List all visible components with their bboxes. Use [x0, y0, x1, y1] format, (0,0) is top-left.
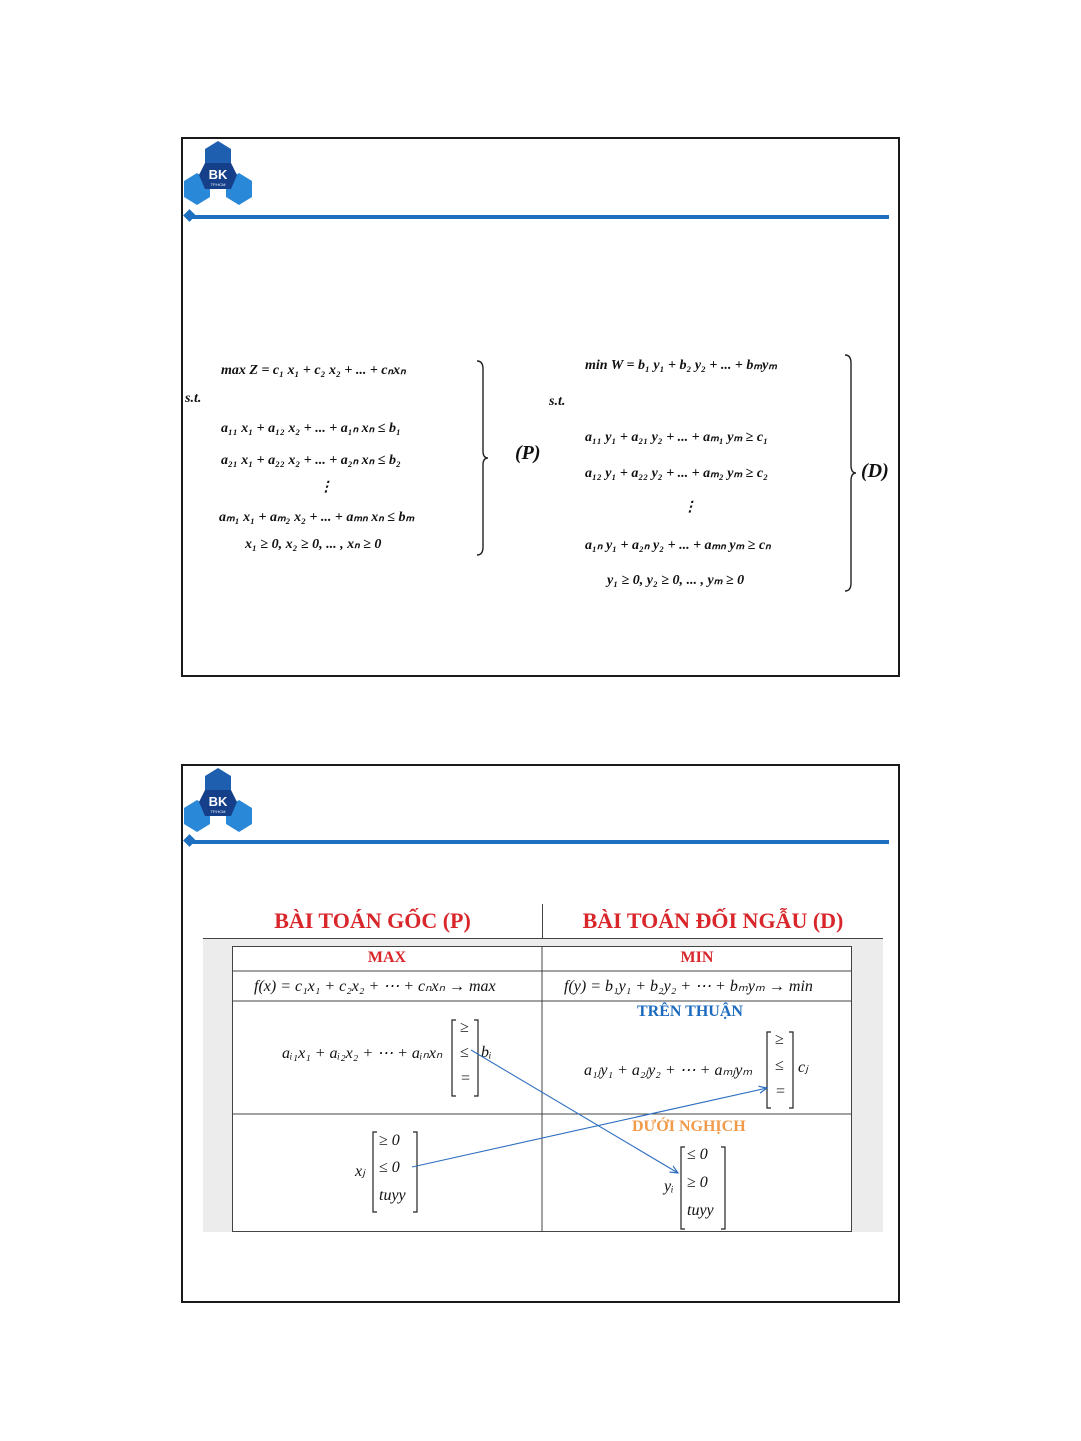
dual-var-free: tuyy	[687, 1202, 714, 1219]
inner-table	[232, 946, 852, 1232]
logo-text: BK	[208, 794, 228, 809]
dual-nonneg: y₁ ≥ 0, y₂ ≥ 0, ... , yₘ ≥ 0	[607, 573, 745, 588]
dual-sign-ge: ≥	[775, 1031, 784, 1048]
primal-sign-eq: =	[460, 1070, 471, 1087]
header-rule	[187, 215, 889, 219]
duoi-nghich-label: DƯỚI NGHỊCH	[632, 1118, 746, 1135]
slide-primal-dual-formulation	[181, 137, 900, 677]
primal-objective-fn: f(x) = c₁x₁ + c₂x₂ + ⋯ + cₙxₙ → max	[254, 978, 496, 995]
primal-row-2: a₂₁ x₁ + a₂₂ x₂ + ... + a₂ₙ xₙ ≤ b₂	[221, 453, 401, 468]
dual-sign-eq: =	[775, 1083, 786, 1100]
dual-row-1: a₁₁ y₁ + a₂₁ y₂ + ... + aₘ₁ yₘ ≥ c₁	[585, 430, 768, 445]
tren-thuan-label: TRÊN THUẬN	[637, 1003, 743, 1020]
primal-rhs: bᵢ	[481, 1044, 492, 1061]
primal-constraint: aᵢ₁x₁ + aᵢ₂x₂ + ⋯ + aᵢₙxₙ	[282, 1045, 443, 1062]
primal-sign-le: ≤	[460, 1044, 469, 1061]
header-dual: BÀI TOÁN ĐỐI NGẪU (D)	[582, 908, 844, 933]
dual-row-n: a₁ₙ y₁ + a₂ₙ y₂ + ... + aₘₙ yₘ ≥ cₙ	[585, 538, 771, 553]
dual-var-ge0: ≥ 0	[687, 1174, 708, 1191]
primal-brace	[475, 359, 489, 557]
max-label: MAX	[367, 949, 407, 966]
header-rule	[187, 840, 889, 844]
logo-text: BK	[208, 167, 228, 182]
duality-table	[203, 904, 883, 1232]
min-label: MIN	[680, 949, 714, 966]
dual-objective-fn: f(y) = b₁y₁ + b₂y₂ + ⋯ + bₘyₘ → min	[564, 978, 813, 995]
dual-sign-le: ≤	[775, 1057, 784, 1074]
logo-subtext: TP.HCM	[210, 182, 226, 187]
primal-st: s.t.	[185, 391, 202, 406]
primal-var-ge0: ≥ 0	[379, 1132, 400, 1149]
primal-label: (P)	[515, 442, 541, 464]
dual-label: (D)	[861, 460, 889, 482]
mapping-arrows	[232, 946, 852, 1232]
primal-sign-ge: ≥	[460, 1019, 469, 1036]
primal-var-le0: ≤ 0	[379, 1159, 400, 1176]
bk-logo	[183, 766, 253, 836]
primal-vdots: ⋮	[319, 480, 333, 495]
dual-constraint: a₁ⱼy₁ + a₂ⱼy₂ + ⋯ + aₘⱼyₘ	[584, 1062, 753, 1079]
primal-var-free: tuyy	[379, 1187, 406, 1204]
primal-row-m: aₘ₁ x₁ + aₘ₂ x₂ + ... + aₘₙ xₙ ≤ bₘ	[219, 510, 415, 525]
dual-vdots: ⋮	[683, 500, 697, 515]
logo-subtext: TP.HCM	[210, 809, 226, 814]
header-primal: BÀI TOÁN GỐC (P)	[274, 908, 471, 933]
dual-brace	[843, 353, 857, 593]
primal-nonneg: x₁ ≥ 0, x₂ ≥ 0, ... , xₙ ≥ 0	[245, 537, 382, 552]
dual-st: s.t.	[549, 394, 566, 409]
dual-rhs: cⱼ	[798, 1059, 808, 1076]
dual-var: yᵢ	[664, 1178, 674, 1195]
primal-var: xⱼ	[355, 1163, 365, 1180]
dual-var-le0: ≤ 0	[687, 1146, 708, 1163]
dual-row-2: a₁₂ y₁ + a₂₂ y₂ + ... + aₘ₂ yₘ ≥ c₂	[585, 466, 768, 481]
primal-objective: max Z = c₁ x₁ + c₂ x₂ + ... + cₙxₙ	[221, 363, 406, 378]
bk-logo	[183, 139, 253, 209]
primal-row-1: a₁₁ x₁ + a₁₂ x₂ + ... + a₁ₙ xₙ ≤ b₁	[221, 421, 401, 436]
arrow-var-to-constraint	[412, 1088, 767, 1167]
slide-duality-table	[181, 764, 900, 1303]
dual-objective: min W = b₁ y₁ + b₂ y₂ + ... + bₘyₘ	[585, 358, 778, 373]
arrow-constraint-to-var	[471, 1050, 678, 1173]
